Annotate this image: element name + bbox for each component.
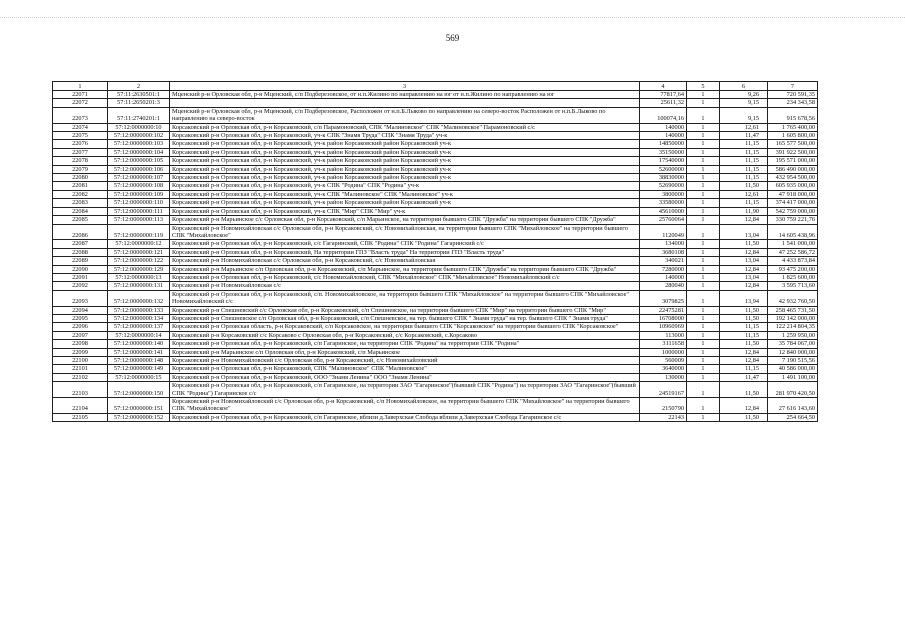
cadastral-value-cell: 7 190 515,56 bbox=[768, 357, 818, 365]
area-cell: 52600000 bbox=[640, 165, 687, 173]
rate-cell: 11,15 bbox=[720, 365, 768, 373]
area-cell: 17540000 bbox=[640, 157, 687, 165]
row-number-cell: 22079 bbox=[53, 165, 108, 173]
column-header: 4 bbox=[640, 82, 687, 91]
cadastral-value-cell: 93 475 200,00 bbox=[768, 265, 818, 273]
area-cell: 340021 bbox=[640, 257, 687, 265]
table-row bbox=[53, 199, 818, 207]
rate-cell: 9,15 bbox=[720, 99, 768, 107]
table-row bbox=[53, 99, 818, 107]
rate-cell: 11,15 bbox=[720, 199, 768, 207]
category-cell: 1 bbox=[687, 140, 720, 148]
area-cell: 3800000 bbox=[640, 190, 687, 198]
rate-cell: 12,84 bbox=[720, 248, 768, 256]
category-cell: 1 bbox=[687, 357, 720, 365]
category-cell: 1 bbox=[687, 182, 720, 190]
table-row bbox=[53, 224, 818, 240]
rate-cell: 12,84 bbox=[720, 348, 768, 356]
rate-cell: 12,61 bbox=[720, 190, 768, 198]
cadastral-number-cell: 57:12:0000000:148 bbox=[108, 357, 170, 365]
cadastral-value-cell: 391 922 500,00 bbox=[768, 148, 818, 156]
row-number-cell: 22094 bbox=[53, 306, 108, 314]
table-row bbox=[53, 290, 818, 306]
row-number-cell: 22073 bbox=[53, 107, 108, 123]
area-cell: 2150790 bbox=[640, 398, 687, 414]
row-number-cell: 22071 bbox=[53, 91, 108, 99]
cadastral-value-cell: 47 918 000,00 bbox=[768, 190, 818, 198]
row-number-cell: 22086 bbox=[53, 224, 108, 240]
area-cell: 7280000 bbox=[640, 265, 687, 273]
location-description-cell: Корсаковский р-н Новомихайловская с/с Орловская обл, р-н Корсаковский, с/с Новомихайловская, на территории бывшего СПК "Михайловское" на территории бывшего СПК "Михайловское" bbox=[170, 224, 640, 240]
rate-cell: 13,04 bbox=[720, 257, 768, 265]
rate-cell: 11,50 bbox=[720, 306, 768, 314]
column-header: 5 bbox=[687, 82, 720, 91]
rate-cell: 9,26 bbox=[720, 91, 768, 99]
column-header: 3 bbox=[170, 82, 640, 91]
cadastral-value-cell: 3 595 713,60 bbox=[768, 282, 818, 290]
rate-cell: 11,90 bbox=[720, 207, 768, 215]
area-cell: 140000 bbox=[640, 132, 687, 140]
location-description-cell: Корсаковский р-н Орловская обл, р-н Корсаковский, уч-к СПК "Мир" СПК "Мир" уч-к bbox=[170, 207, 640, 215]
table-row bbox=[53, 357, 818, 365]
cadastral-value-cell: 12 840 000,00 bbox=[768, 348, 818, 356]
area-cell: 560009 bbox=[640, 357, 687, 365]
area-cell: 113000 bbox=[640, 331, 687, 339]
cadastral-value-cell: 35 784 067,00 bbox=[768, 340, 818, 348]
category-cell: 1 bbox=[687, 290, 720, 306]
cadastral-value-cell: 432 954 500,00 bbox=[768, 174, 818, 182]
location-description-cell: Корсаковский р-н Орловская обл, р-н Корсаковский, уч-к район Корсаковский район Корсаковский уч-к bbox=[170, 174, 640, 182]
table-row bbox=[53, 157, 818, 165]
cadastral-value-cell: 1 541 000,00 bbox=[768, 240, 818, 248]
category-cell: 1 bbox=[687, 224, 720, 240]
area-cell: 14850000 bbox=[640, 140, 687, 148]
category-cell: 1 bbox=[687, 340, 720, 348]
cadastral-value-cell: 42 932 760,50 bbox=[768, 290, 818, 306]
cadastral-value-cell: 165 577 500,00 bbox=[768, 140, 818, 148]
table-row bbox=[53, 265, 818, 273]
table-row bbox=[53, 248, 818, 256]
table-row bbox=[53, 282, 818, 290]
cadastral-number-cell: 57:11:2740201:1 bbox=[108, 107, 170, 123]
area-cell: 1000000 bbox=[640, 348, 687, 356]
cadastral-number-cell: 57:12:0000000:152 bbox=[108, 413, 170, 421]
area-cell: 22143 bbox=[640, 413, 687, 421]
rate-cell: 12,84 bbox=[720, 282, 768, 290]
cadastral-number-cell: 57:12:0000000:105 bbox=[108, 157, 170, 165]
row-number-cell: 22078 bbox=[53, 157, 108, 165]
area-cell: 3079825 bbox=[640, 290, 687, 306]
rate-cell: 11,47 bbox=[720, 132, 768, 140]
area-cell: 52690000 bbox=[640, 182, 687, 190]
cadastral-value-cell: 47 252 586,72 bbox=[768, 248, 818, 256]
rate-cell: 12,61 bbox=[720, 123, 768, 131]
row-number-cell: 22098 bbox=[53, 340, 108, 348]
area-cell: 3111658 bbox=[640, 340, 687, 348]
cadastral-number-cell: 57:12:0000000:121 bbox=[108, 248, 170, 256]
category-cell: 1 bbox=[687, 265, 720, 273]
cadastral-number-cell: 57:12:0000000:137 bbox=[108, 323, 170, 331]
category-cell: 1 bbox=[687, 99, 720, 107]
cadastral-value-cell: 1 765 400,00 bbox=[768, 123, 818, 131]
cadastral-number-cell: 57:12:0000000:119 bbox=[108, 224, 170, 240]
row-number-cell: 22083 bbox=[53, 199, 108, 207]
area-cell: 22475281 bbox=[640, 306, 687, 314]
location-description-cell: Корсаковский р-н Орловская обл, р-н Корсаковский, с/п Парамоновский, СПК "Малиновское" СПК "Малиновское" Парамоновский с/с bbox=[170, 123, 640, 131]
category-cell: 1 bbox=[687, 240, 720, 248]
table-row bbox=[53, 140, 818, 148]
cadastral-value-cell: 281 970 420,50 bbox=[768, 382, 818, 398]
location-description-cell: Мценский р-н Орловская обл, р-н Мценский, с/п Подберезовское, Расположен от н.п.Б.Лыково по направлению на северо-восток Расположен от н.п.Б.Лыково по направлению на северо-восток bbox=[170, 107, 640, 123]
area-cell: 1120049 bbox=[640, 224, 687, 240]
cadastral-number-cell: 57:12:0000000:150 bbox=[108, 382, 170, 398]
category-cell: 1 bbox=[687, 123, 720, 131]
location-description-cell: Корсаковский р-н Орловская обл, р-н Корсаковский, уч-к СПК "Малиновское" СПК "Малиновское" уч-к bbox=[170, 190, 640, 198]
cadastral-number-cell: 57:12:0000000:108 bbox=[108, 182, 170, 190]
category-cell: 1 bbox=[687, 91, 720, 99]
table-row bbox=[53, 340, 818, 348]
location-description-cell: Корсаковский р-н Марьинское с/п Орловская обл, р-н Корсаковский, с/п Марьинское, на территории бывшего СПК "Дружба" на территории бывшего СПК "Дружба" bbox=[170, 265, 640, 273]
category-cell: 1 bbox=[687, 148, 720, 156]
row-number-cell: 22103 bbox=[53, 382, 108, 398]
scan-artifact-line bbox=[0, 17, 905, 19]
table-row bbox=[53, 190, 818, 198]
cadastral-number-cell: 57:12:0000000:149 bbox=[108, 365, 170, 373]
table-row bbox=[53, 174, 818, 182]
category-cell: 1 bbox=[687, 413, 720, 421]
row-number-cell: 22077 bbox=[53, 148, 108, 156]
cadastral-value-cell: 330 759 221,76 bbox=[768, 216, 818, 224]
row-number-cell: 22092 bbox=[53, 282, 108, 290]
area-cell: 33580000 bbox=[640, 199, 687, 207]
area-cell: 280040 bbox=[640, 282, 687, 290]
rate-cell: 12,84 bbox=[720, 398, 768, 414]
cadastral-number-cell: 57:12:0000000:141 bbox=[108, 348, 170, 356]
row-number-cell: 22080 bbox=[53, 174, 108, 182]
category-cell: 1 bbox=[687, 216, 720, 224]
row-number-cell: 22099 bbox=[53, 348, 108, 356]
row-number-cell: 22081 bbox=[53, 182, 108, 190]
table-header-row bbox=[53, 82, 818, 91]
table-row bbox=[53, 240, 818, 248]
cadastral-number-cell: 57:12:0000000:102 bbox=[108, 132, 170, 140]
column-header: 7 bbox=[768, 82, 818, 91]
table-row bbox=[53, 314, 818, 322]
table-row bbox=[53, 216, 818, 224]
rate-cell: 11,50 bbox=[720, 413, 768, 421]
table-row bbox=[53, 107, 818, 123]
cadastral-number-cell: 57:12:0000000:151 bbox=[108, 398, 170, 414]
row-number-cell: 22085 bbox=[53, 216, 108, 224]
cadastral-number-cell: 57:12:0000000:129 bbox=[108, 265, 170, 273]
cadastral-value-cell: 1 825 600,00 bbox=[768, 273, 818, 281]
cadastral-value-cell: 1 259 950,00 bbox=[768, 331, 818, 339]
location-description-cell: Корсаковский р-н Орловская обл, р-н Корсаковский, уч-к район Корсаковский район Корсаковский уч-к bbox=[170, 199, 640, 207]
cadastral-value-cell: 195 571 000,00 bbox=[768, 157, 818, 165]
cadastral-value-cell: 258 465 731,50 bbox=[768, 306, 818, 314]
category-cell: 1 bbox=[687, 257, 720, 265]
area-cell: 140000 bbox=[640, 123, 687, 131]
row-number-cell: 22093 bbox=[53, 290, 108, 306]
rate-cell: 9,15 bbox=[720, 107, 768, 123]
rate-cell: 11,47 bbox=[720, 373, 768, 381]
category-cell: 1 bbox=[687, 382, 720, 398]
category-cell: 1 bbox=[687, 174, 720, 182]
area-cell: 24519167 bbox=[640, 382, 687, 398]
cadastral-value-cell: 605 935 000,00 bbox=[768, 182, 818, 190]
cadastral-number-cell: 57:12:0000000:110 bbox=[108, 199, 170, 207]
rate-cell: 11,50 bbox=[720, 314, 768, 322]
table-row bbox=[53, 182, 818, 190]
location-description-cell: Корсаковский р-н Орловская область, р-н Корсаковский, с/п Корсаковское, на территории бывшего СПК "Корсаковское" на территории бывшего СПК "Корсаковское" bbox=[170, 323, 640, 331]
area-cell: 25611,32 bbox=[640, 99, 687, 107]
table-row bbox=[53, 398, 818, 414]
row-number-cell: 22097 bbox=[53, 331, 108, 339]
area-cell: 100074,16 bbox=[640, 107, 687, 123]
location-description-cell: Корсаковский р-н Орловская обл, р-н Корсаковский, с/п. Новомихайловское, на территории бывшего СПК "Михайловское" на территории бывшего СПК "Михайловское" Новомихайловский с/с bbox=[170, 290, 640, 306]
rate-cell: 11,15 bbox=[720, 140, 768, 148]
area-cell: 77817,64 bbox=[640, 91, 687, 99]
location-description-cell: Корсаковский р-н Марьинское с/с Орловская обл, р-н Корсаковский, с/п Марьинское, на территории бывшего СПК "Дружба" на территории бывшего СПК "Дружба" bbox=[170, 216, 640, 224]
cadastral-value-cell: 1 491 100,00 bbox=[768, 373, 818, 381]
row-number-cell: 22090 bbox=[53, 265, 108, 273]
location-description-cell: Корсаковский р-н Орловская обл, р-н Корсаковский, На территории ГПЗ "Власть труда" На территории ГПЗ "Власть труда" bbox=[170, 248, 640, 256]
category-cell: 1 bbox=[687, 190, 720, 198]
cadastral-number-cell: 57:12:0000000:106 bbox=[108, 165, 170, 173]
rate-cell: 13,04 bbox=[720, 273, 768, 281]
category-cell: 1 bbox=[687, 348, 720, 356]
rate-cell: 11,50 bbox=[720, 382, 768, 398]
area-cell: 134000 bbox=[640, 240, 687, 248]
category-cell: 1 bbox=[687, 207, 720, 215]
row-number-cell: 22075 bbox=[53, 132, 108, 140]
location-description-cell: Корсаковский р-н Орловская обл, р-н Корсаковский, СПК "Малиновское" СПК "Малиновское" bbox=[170, 365, 640, 373]
category-cell: 1 bbox=[687, 314, 720, 322]
cadastral-number-cell: 57:11:2650201:3 bbox=[108, 99, 170, 107]
cadastral-value-cell: 542 759 000,00 bbox=[768, 207, 818, 215]
location-description-cell: Мценский р-н Орловская обл, р-н Мценский, с/п Подберезовское, от н.п.Жилино по направлению на юг от н.п.Жилино по направлению на юг bbox=[170, 91, 640, 99]
location-description-cell: Корсаковский р-н Орловская обл, р-н Корсаковский, уч-к район Корсаковский район Корсаковский уч-к bbox=[170, 165, 640, 173]
cadastral-value-cell: 14 605 438,96 bbox=[768, 224, 818, 240]
location-description-cell: Корсаковский р-н Спешневский с/с Орловская обл, р-н Корсаковский, с/п Спешневское, на территории бывшего СПК "Мир" на территории бывшего СПК "Мир" bbox=[170, 306, 640, 314]
cadastral-value-cell: 122 214 804,35 bbox=[768, 323, 818, 331]
cadastral-number-cell: 57:12:0000000:13 bbox=[108, 273, 170, 281]
location-description-cell: Корсаковский р-н Орловская обл, р-н Корсаковский, уч-к район Корсаковский район Корсаковский уч-к bbox=[170, 157, 640, 165]
row-number-cell: 22072 bbox=[53, 99, 108, 107]
rate-cell: 12,84 bbox=[720, 357, 768, 365]
cadastral-number-cell: 57:12:0000000:134 bbox=[108, 314, 170, 322]
category-cell: 1 bbox=[687, 248, 720, 256]
area-cell: 45610000 bbox=[640, 207, 687, 215]
row-number-cell: 22096 bbox=[53, 323, 108, 331]
cadastral-value-cell: 374 417 000,00 bbox=[768, 199, 818, 207]
table-row bbox=[53, 165, 818, 173]
rate-cell: 11,15 bbox=[720, 157, 768, 165]
location-description-cell: Корсаковский р-н Орловская обл, р-н Корсаковский, уч-к район Корсаковский район Корсаковский уч-к bbox=[170, 140, 640, 148]
table-row bbox=[53, 373, 818, 381]
cadastral-number-cell: 57:12:0000000:14 bbox=[108, 331, 170, 339]
category-cell: 1 bbox=[687, 282, 720, 290]
area-cell: 38830000 bbox=[640, 174, 687, 182]
cadastral-number-cell: 57:12:0000000:132 bbox=[108, 290, 170, 306]
column-header: 2 bbox=[108, 82, 170, 91]
cadastral-number-cell: 57:12:0000000:111 bbox=[108, 207, 170, 215]
category-cell: 1 bbox=[687, 365, 720, 373]
location-description-cell: Корсаковский р-н Орловская обл, р-н Корсаковский, с/п Гагаринское, на территории ЗАО "Гагаринское"(бывший СПК "Родина") на территории ЗАО "Гагаринское"(бывший СПК "Родина") Гагаринское с/с bbox=[170, 382, 640, 398]
category-cell: 1 bbox=[687, 199, 720, 207]
page-number: 569 bbox=[445, 33, 460, 43]
table-row bbox=[53, 91, 818, 99]
cadastral-value-cell: 915 678,56 bbox=[768, 107, 818, 123]
cadastral-value-cell: 192 142 000,00 bbox=[768, 314, 818, 322]
cadastral-number-cell: 57:12:0000000:122 bbox=[108, 257, 170, 265]
rate-cell: 11,50 bbox=[720, 340, 768, 348]
row-number-cell: 22088 bbox=[53, 248, 108, 256]
cadastral-number-cell: 57:12:0000000:15 bbox=[108, 373, 170, 381]
cadastral-number-cell: 57:12:0000000:107 bbox=[108, 174, 170, 182]
rate-cell: 12,84 bbox=[720, 265, 768, 273]
table-row bbox=[53, 365, 818, 373]
rate-cell: 13,94 bbox=[720, 290, 768, 306]
cadastral-number-cell: 57:12:0000000:103 bbox=[108, 140, 170, 148]
row-number-cell: 22104 bbox=[53, 398, 108, 414]
rate-cell: 11,15 bbox=[720, 165, 768, 173]
area-cell: 25760064 bbox=[640, 216, 687, 224]
cadastral-value-cell: 27 616 143,60 bbox=[768, 398, 818, 414]
category-cell: 1 bbox=[687, 323, 720, 331]
table-row bbox=[53, 132, 818, 140]
land-parcel-table bbox=[52, 81, 818, 422]
row-number-cell: 22084 bbox=[53, 207, 108, 215]
area-cell: 3680108 bbox=[640, 248, 687, 256]
cadastral-value-cell: 4 433 873,84 bbox=[768, 257, 818, 265]
category-cell: 1 bbox=[687, 306, 720, 314]
table-row bbox=[53, 123, 818, 131]
row-number-cell: 22100 bbox=[53, 357, 108, 365]
category-cell: 1 bbox=[687, 398, 720, 414]
table-row bbox=[53, 413, 818, 421]
rate-cell: 13,04 bbox=[720, 224, 768, 240]
location-description-cell: Корсаковский р-н Новомихайловский с/с Орловская обл, р-н Корсаковский, с/с Новомихайловский bbox=[170, 357, 640, 365]
rate-cell: 12,84 bbox=[720, 216, 768, 224]
table-row bbox=[53, 331, 818, 339]
column-header: 6 bbox=[720, 82, 768, 91]
row-number-cell: 22101 bbox=[53, 365, 108, 373]
cadastral-value-cell: 234 343,58 bbox=[768, 99, 818, 107]
area-cell: 16708000 bbox=[640, 314, 687, 322]
rate-cell: 11,15 bbox=[720, 331, 768, 339]
location-description-cell: Корсаковский р-н Орловская обл, р-н Корсаковский, с/с Гагаринский, СПК "Родина" СПК "Родина" Гагаринский с/с bbox=[170, 240, 640, 248]
cadastral-number-cell: 57:11:2630501:1 bbox=[108, 91, 170, 99]
rate-cell: 11,15 bbox=[720, 174, 768, 182]
rate-cell: 11,50 bbox=[720, 240, 768, 248]
category-cell: 1 bbox=[687, 132, 720, 140]
location-description-cell bbox=[170, 99, 640, 107]
location-description-cell: Корсаковский р-н Орловская обл, р-н Корсаковский, с/с Новомихайловский, СПК "Михайловское" СПК "Михайловское" Новомихайловский с/с bbox=[170, 273, 640, 281]
table-row bbox=[53, 273, 818, 281]
row-number-cell: 22095 bbox=[53, 314, 108, 322]
rate-cell: 11,15 bbox=[720, 148, 768, 156]
location-description-cell: Корсаковский р-н Марьинское с/п Орловская обл, р-н Корсаковский, с/п Марьинское bbox=[170, 348, 640, 356]
category-cell: 1 bbox=[687, 157, 720, 165]
location-description-cell: Корсаковский р-н Спешневское с/п Орловская обл, р-н Корсаковский, с/п Спешневское, на тер. бывшего СПК " Знамя труда" на тер. бывшего СПК " Знамя труда" bbox=[170, 314, 640, 322]
area-cell: 130000 bbox=[640, 373, 687, 381]
table-row bbox=[53, 323, 818, 331]
row-number-cell: 22089 bbox=[53, 257, 108, 265]
row-number-cell: 22091 bbox=[53, 273, 108, 281]
table-row bbox=[53, 207, 818, 215]
cadastral-number-cell: 57:12:0000000:10 bbox=[108, 123, 170, 131]
row-number-cell: 22102 bbox=[53, 373, 108, 381]
location-description-cell: Корсаковский р-н Новомихайловская с/с Орловская обл, р-н Корсаковский, с/с Новомихайловская bbox=[170, 257, 640, 265]
cadastral-value-cell: 720 591,35 bbox=[768, 91, 818, 99]
row-number-cell: 22076 bbox=[53, 140, 108, 148]
location-description-cell: Корсаковский р-н Орловская обл, р-н Корсаковский, с/п Гагаринское, на территории СПК "Родина" на территории СПК "Родина" bbox=[170, 340, 640, 348]
row-number-cell: 22087 bbox=[53, 240, 108, 248]
category-cell: 1 bbox=[687, 373, 720, 381]
area-cell: 140000 bbox=[640, 273, 687, 281]
area-cell: 3640000 bbox=[640, 365, 687, 373]
category-cell: 1 bbox=[687, 107, 720, 123]
cadastral-number-cell: 57:12:0000000:140 bbox=[108, 340, 170, 348]
location-description-cell: Корсаковский р-н Новомихайловский с/с Орловская обл, р-н Корсаковский, с/п Новомихайловское, на территории бывшего СПК "Михайловское" на территории бывшего СПК "Михайловское" bbox=[170, 398, 640, 414]
category-cell: 1 bbox=[687, 331, 720, 339]
location-description-cell: Корсаковский р-н Орловская обл, р-н Корсаковский, уч-к СПК "Родина" СПК "Родина" уч-к bbox=[170, 182, 640, 190]
cadastral-number-cell: 57:12:0000000:133 bbox=[108, 306, 170, 314]
cadastral-number-cell: 57:12:0000000:104 bbox=[108, 148, 170, 156]
row-number-cell: 22105 bbox=[53, 413, 108, 421]
cadastral-number-cell: 57:12:0000000:113 bbox=[108, 216, 170, 224]
area-cell: 35150000 bbox=[640, 148, 687, 156]
table-row bbox=[53, 148, 818, 156]
cadastral-value-cell: 1 605 800,00 bbox=[768, 132, 818, 140]
table-row bbox=[53, 348, 818, 356]
cadastral-number-cell: 57:12:0000000:109 bbox=[108, 190, 170, 198]
cadastral-number-cell: 57:12:0000000:131 bbox=[108, 282, 170, 290]
cadastral-value-cell: 254 664,50 bbox=[768, 413, 818, 421]
row-number-cell: 22082 bbox=[53, 190, 108, 198]
location-description-cell: Корсаковский р-н Новомихайловская с/с bbox=[170, 282, 640, 290]
cadastral-value-cell: 40 586 000,00 bbox=[768, 365, 818, 373]
table-row bbox=[53, 306, 818, 314]
table-row bbox=[53, 382, 818, 398]
category-cell: 1 bbox=[687, 165, 720, 173]
cadastral-value-cell: 586 490 000,00 bbox=[768, 165, 818, 173]
category-cell: 1 bbox=[687, 273, 720, 281]
table-body bbox=[53, 91, 818, 422]
rate-cell: 11,15 bbox=[720, 323, 768, 331]
location-description-cell: Корсаковский р-н Корсаковский с/с Корсаково с Орловская обл, р-н Корсаковский, с/с Корсаковский, с.Корсаково bbox=[170, 331, 640, 339]
area-cell: 10960969 bbox=[640, 323, 687, 331]
location-description-cell: Корсаковский р-н Орловская обл, р-н Корсаковский, уч-к СПК "Знамя Труда" СПК "Знамя Труда" уч-к bbox=[170, 132, 640, 140]
location-description-cell: Корсаковский р-н Орловская обл, р-н Корсаковский, ООО "Знамя Ленина" ООО "Знамя Ленина" bbox=[170, 373, 640, 381]
row-number-cell: 22074 bbox=[53, 123, 108, 131]
table-row bbox=[53, 257, 818, 265]
column-header: 1 bbox=[53, 82, 108, 91]
location-description-cell: Корсаковский р-н Орловская обл, р-н Корсаковский, с/п Гагаринское, вблизи д.Заверхская Слобода вблизи д.Заверхская Слобода Гагаринское с/с bbox=[170, 413, 640, 421]
cadastral-number-cell: 57:12:0000000:12 bbox=[108, 240, 170, 248]
rate-cell: 11,50 bbox=[720, 182, 768, 190]
location-description-cell: Корсаковский р-н Орловская обл, р-н Корсаковский, уч-к район Корсаковский район Корсаковский уч-к bbox=[170, 148, 640, 156]
